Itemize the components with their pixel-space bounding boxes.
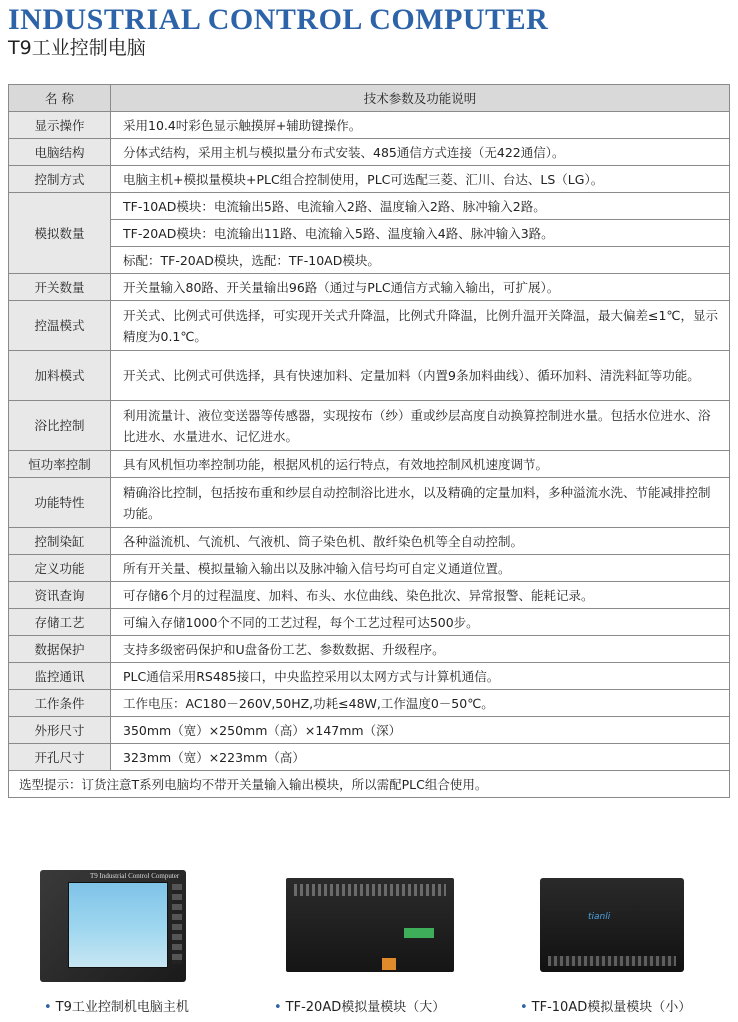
tf20ad-green-connector	[404, 928, 434, 938]
table-row	[9, 401, 730, 451]
row-description: 323mm（宽）×223mm（高）	[111, 744, 730, 771]
row-name: 定义功能	[9, 555, 111, 582]
table-row	[9, 582, 730, 609]
row-description: 精确浴比控制，包括按布重和纱层自动控制浴比进水，以及精确的定量加料，多种溢流水洗、节能减排控制功能。	[111, 478, 730, 528]
product-caption-tf10ad	[520, 996, 691, 1015]
row-description: 所有开关量、模拟量输入输出以及脉冲输入信号均可自定义通道位置。	[111, 555, 730, 582]
table-row	[9, 478, 730, 528]
row-name: 存储工艺	[9, 609, 111, 636]
computer-keypad	[172, 884, 182, 964]
table-row	[9, 166, 730, 193]
tf20ad-terminal-strip	[294, 884, 446, 896]
row-description: 具有风机恒功率控制功能，根据风机的运行特点，有效地控制风机速度调节。	[111, 451, 730, 478]
row-name: 工作条件	[9, 690, 111, 717]
table-row	[9, 717, 730, 744]
title-chinese: T9工业控制电脑	[8, 37, 146, 59]
table-row	[9, 690, 730, 717]
title-english: INDUSTRIAL CONTROL COMPUTER	[8, 3, 549, 36]
table-row	[9, 274, 730, 301]
row-name: 开关数量	[9, 274, 111, 301]
row-description: PLC通信采用RS485接口，中央监控采用以太网方式与计算机通信。	[111, 663, 730, 690]
bullet-icon: •	[520, 1000, 528, 1015]
row-description: TF-20AD模块：电流输出11路、电流输入5路、温度输入4路、脉冲输入3路。	[111, 220, 730, 247]
row-name: 控制方式	[9, 166, 111, 193]
bullet-icon: •	[274, 1000, 282, 1015]
table-row	[9, 193, 730, 220]
row-description: 各种溢流机、气流机、气液机、筒子染色机、散纤染色机等全自动控制。	[111, 528, 730, 555]
table-row	[9, 555, 730, 582]
product-caption-t9-text: T9工业控制机电脑主机	[55, 1000, 189, 1015]
row-description: 开关式、比例式可供选择，可实现开关式升降温，比例式升降温，比例升温开关降温，最大偏差≤1℃，显示精度为0.1℃。	[111, 301, 730, 351]
row-description: 标配：TF-20AD模块，选配：TF-10AD模块。	[111, 247, 730, 274]
product-caption-tf20ad	[274, 996, 445, 1015]
table-row	[9, 609, 730, 636]
computer-screen	[68, 882, 168, 968]
tianli-logo: tianli	[588, 912, 611, 922]
row-name: 显示操作	[9, 112, 111, 139]
table-row	[9, 220, 730, 247]
row-name: 模拟数量	[9, 193, 111, 274]
row-name: 资讯查询	[9, 582, 111, 609]
computer-screen-title: T9 Industrial Control Computer	[90, 872, 180, 880]
row-description: 350mm（宽）×250mm（高）×147mm（深）	[111, 717, 730, 744]
row-description: 分体式结构，采用主机与模拟量分布式安装、485通信方式连接（无422通信）。	[111, 139, 730, 166]
row-name: 功能特性	[9, 478, 111, 528]
row-name: 恒功率控制	[9, 451, 111, 478]
column-header-desc: 技术参数及功能说明	[111, 85, 730, 112]
row-name: 电脑结构	[9, 139, 111, 166]
table-row	[9, 112, 730, 139]
table-row	[9, 744, 730, 771]
row-description: 电脑主机+模拟量模块+PLC组合控制使用，PLC可选配三菱、汇川、台达、LS（LG）。	[111, 166, 730, 193]
row-description: TF-10AD模块：电流输出5路、电流输入2路、温度输入2路、脉冲输入2路。	[111, 193, 730, 220]
row-name: 开孔尺寸	[9, 744, 111, 771]
product-caption-tf10ad-text: TF-10AD模拟量模块（小）	[531, 1000, 692, 1015]
row-description: 可编入存储1000个不同的工艺过程，每个工艺过程可达500步。	[111, 609, 730, 636]
column-header-name: 名 称	[9, 85, 111, 112]
spec-table-header	[9, 85, 730, 112]
product-caption-t9	[44, 996, 189, 1015]
row-description: 可存储6个月的过程温度、加料、布头、水位曲线、染色批次、异常报警、能耗记录。	[111, 582, 730, 609]
row-name: 浴比控制	[9, 401, 111, 451]
row-description: 工作电压：AC180－260V,50HZ,功耗≤48W,工作温度0－50℃。	[111, 690, 730, 717]
table-row-note	[9, 771, 730, 798]
table-row	[9, 663, 730, 690]
row-description: 开关量输入80路、开关量输出96路（通过与PLC通信方式输入输出，可扩展）。	[111, 274, 730, 301]
row-name: 监控通讯	[9, 663, 111, 690]
table-row	[9, 636, 730, 663]
row-description: 采用10.4吋彩色显示触摸屏+辅助键操作。	[111, 112, 730, 139]
row-name: 数据保护	[9, 636, 111, 663]
selection-note: 选型提示：订货注意T系列电脑均不带开关量输入输出模块，所以需配PLC组合使用。	[9, 771, 730, 798]
row-name: 加料模式	[9, 351, 111, 401]
row-name: 外形尺寸	[9, 717, 111, 744]
table-row	[9, 247, 730, 274]
row-description: 支持多级密码保护和U盘备份工艺、参数数据、升级程序。	[111, 636, 730, 663]
spec-table	[8, 84, 730, 798]
table-row	[9, 528, 730, 555]
row-description: 开关式、比例式可供选择，具有快速加料、定量加料（内置9条加料曲线）、循环加料、清洗料缸等功能。	[111, 351, 730, 401]
table-row	[9, 351, 730, 401]
bullet-icon: •	[44, 1000, 52, 1015]
row-description: 利用流量计、液位变送器等传感器，实现按布（纱）重或纱层高度自动换算控制进水量。包括水位进水、浴比进水、水量进水、记忆进水。	[111, 401, 730, 451]
tf20ad-orange-connector	[382, 958, 396, 970]
product-caption-tf20ad-text: TF-20AD模拟量模块（大）	[285, 1000, 446, 1015]
row-name: 控制染缸	[9, 528, 111, 555]
table-row	[9, 139, 730, 166]
row-name: 控温模式	[9, 301, 111, 351]
table-row	[9, 301, 730, 351]
table-row	[9, 451, 730, 478]
tf10ad-terminal-strip	[548, 956, 676, 966]
spec-table-body	[9, 112, 730, 798]
